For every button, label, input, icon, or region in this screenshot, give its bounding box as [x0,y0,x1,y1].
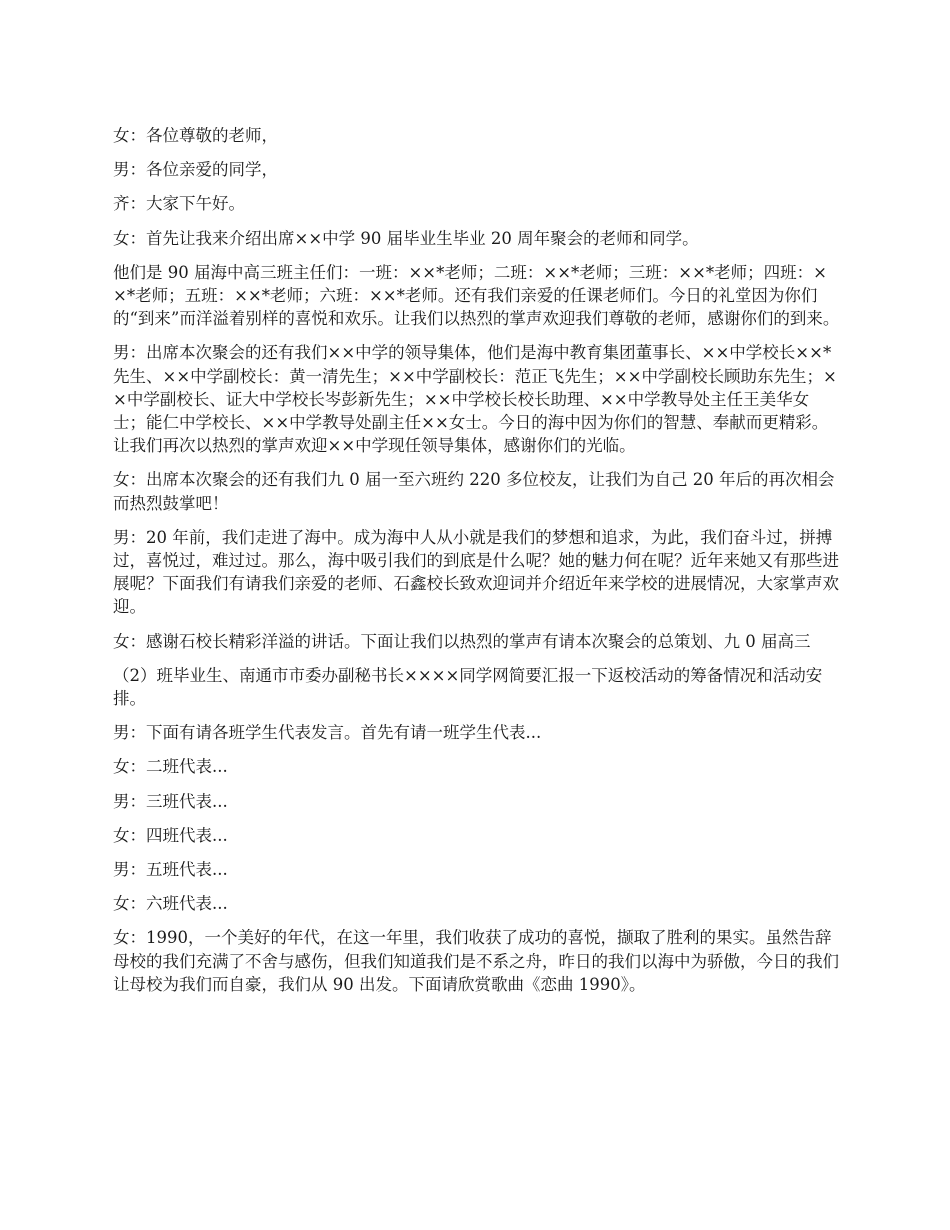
paragraph-13: 男：三班代表... [113,791,228,811]
paragraph-2: 男：各位亲爱的同学， [113,160,278,180]
paragraph-7: 女：出席本次聚会的还有我们九 0 届一至六班约 220 多位校友，让我们为自己 20 年后的再次相会而热烈鼓掌吧！ [113,470,835,513]
paragraph-16: 女：六班代表... [113,894,228,914]
paragraph-10: （2）班毕业生、南通市市委办副秘书长××××同学网简要汇报一下返校活动的筹备情况和活动安排。 [113,665,823,709]
paragraph-9: 女：感谢石校长精彩洋溢的讲话。下面让我们以热烈的掌声有请本次聚会的总策划、九 0 届高三 [113,631,811,651]
paragraph-12: 女：二班代表... [113,757,228,777]
paragraph-14: 女：四班代表... [113,825,228,845]
paragraph-4: 女：首先让我来介绍出席××中学 90 届毕业生毕业 20 周年聚会的老师和同学。 [113,228,699,248]
paragraph-6: 男：出席本次聚会的还有我们××中学的领导集体，他们是海中教育集团董事长、××中学校长××*先生、××中学副校长：黄一清先生；××中学副校长：范正飞先生；××中学副校长顾助东先生；××中学副校长、证大中学校长岑彭新先生；××中学校长校长助理、××中学教导处主任王美华女士；能仁中学校长、××中学教导处副主任××女士。今日的海中因为你们的智慧、奉献而更精彩。让我们再次以热烈的掌声欢迎××中学现任领导集体，感谢你们的光临。 [113,343,837,456]
paragraph-1: 女：各位尊敬的老师， [113,126,278,145]
paragraph-8: 男：20 年前，我们走进了海中。成为海中人从小就是我们的梦想和追求，为此，我们奋斗过，拼搏过，喜悦过，难过过。那么，海中吸引我们的到底是什么呢？她的魅力何在呢？近年来她又有那些进展呢？下面我们有请我们亲爱的老师、石鑫校长致欢迎词并介绍近年来学校的进展情况，大家掌声欢迎。 [113,527,839,617]
paragraph-17: 女：1990，一个美好的年代，在这一年里，我们收获了成功的喜悦，撷取了胜利的果实。虽然告辞母校的我们充满了不舍与感伤，但我们知道我们是不系之舟，昨日的我们以海中为骄傲，今日的我们让母校为我们而自豪，我们从 90 出发。下面请欣赏歌曲《恋曲 1990》。 [113,928,839,994]
paragraph-11: 男：下面有请各班学生代表发言。首先有请一班学生代表... [113,723,542,743]
paragraph-3: 齐：大家下午好。 [113,194,245,214]
paragraph-15: 男：五班代表... [113,860,228,880]
paragraph-5: 他们是 90 届海中高三班主任们：一班：××*老师；二班：××*老师；三班：××*老师；四班：××*老师；五班：××*老师；六班：××*老师。还有我们亲爱的任课老师们。今日的礼堂因为你们的“到来”而洋溢着别样的喜悦和欢乐。让我们以热烈的掌声欢迎我们尊敬的老师，感谢你们的到来。 [113,262,840,329]
